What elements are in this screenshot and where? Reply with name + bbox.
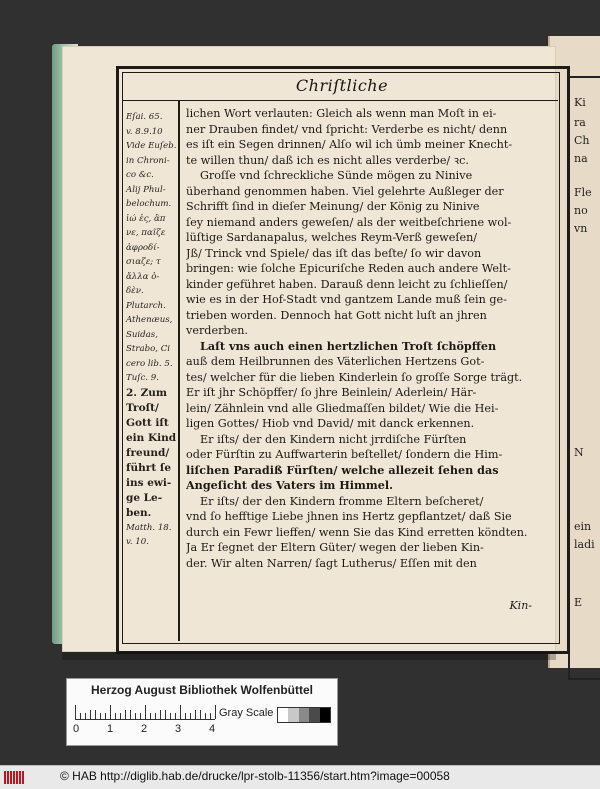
body-line: ſey niemand anders geweſen/ als der weitbeſchriene wol- xyxy=(186,215,512,229)
gray-scale-label: Gray Scale xyxy=(219,707,274,719)
next-page-frame xyxy=(568,76,600,680)
ruler-tick xyxy=(175,713,176,719)
margin-note-line: ἀφροδί- xyxy=(126,242,160,253)
body-line: wie es in der Hof-Stadt vnd gantzem Lande muß ſein ge- xyxy=(186,293,507,306)
ruler-tick xyxy=(75,705,76,719)
body-line: Laſt vns auch einen hertzlichen Troſt ſchöpffen xyxy=(200,338,497,353)
body-line: bringen: wie ſolche Epicuriſche Reden auch andere Welt- xyxy=(186,262,511,275)
body-line: kinder geführet haben. Darauß denn leicht zu ſchlieſſen/ xyxy=(186,277,508,291)
margin-note-line: Strabo, Ci xyxy=(126,344,171,354)
header-rule xyxy=(123,100,558,101)
ruler-tick xyxy=(210,713,211,719)
body-line: lichen Wort verlauten: Gleich als wenn man Moſt in ei- xyxy=(186,107,497,120)
margin-note-line: freund/ xyxy=(126,446,170,459)
margin-note-line: ge Le- xyxy=(126,491,163,504)
body-line: Groſſe vnd ſchreckliche Sünde mögen zu Ninive xyxy=(200,169,473,182)
body-line: der. Wir alten Narren/ ſagt Lutherus/ Eſſen mit den xyxy=(186,556,477,570)
ruler-tick xyxy=(135,713,136,719)
ruler-number: 1 xyxy=(107,723,114,735)
body-line: Er iſt jhr Schöpffer/ ſo jhre Beinlein/ Aderlein/ Här- xyxy=(186,386,477,399)
margin-note-line: Eſai. 65. xyxy=(126,112,163,122)
ruler-number: 2 xyxy=(141,723,148,735)
column-rule xyxy=(178,101,180,641)
body-line: ligen Gottes/ Hiob vnd David/ mit danck erkennen. xyxy=(186,417,475,430)
body-line: oder Fürſtin zu Auffwarterin beſtellet/ ſondern die Him- xyxy=(186,448,503,461)
ruler-tick xyxy=(100,713,101,719)
ruler-tick xyxy=(105,713,106,719)
ruler-number: 4 xyxy=(209,723,216,735)
margin-note-line: in Chroni- xyxy=(126,155,170,166)
body-line: es iſt ein Segen drinnen/ Alſo wil ich ümb meiner Knecht- xyxy=(186,138,513,151)
body-line: verderben. xyxy=(186,324,248,337)
body-line: Jß/ Trinck vnd Spiele/ das iſt das beſte/ ſo wir davon xyxy=(186,246,482,260)
body-line: trieben worden. Dennoch hat Gott nicht luſt an jhren xyxy=(186,308,487,322)
body-line: lüſtige Sardanapalus, welches Reym-Verß geweſen/ xyxy=(186,231,478,244)
next-page-fragment: no xyxy=(574,204,588,217)
ruler-tick xyxy=(115,713,116,719)
next-page-fragment: Ki xyxy=(574,96,586,109)
ruler-tick xyxy=(145,705,146,719)
margin-note-line: ἰώ ἐς, ἂπ xyxy=(126,213,166,224)
body-line: überhand genommen haben. Viel gelehrte Außleger der xyxy=(186,184,504,198)
margin-note-line: führt ſe xyxy=(126,461,172,474)
ruler-tick xyxy=(90,710,91,719)
margin-note-line: cero lib. 5. xyxy=(126,358,173,369)
library-title: Herzog August Bibliothek Wolfenbüttel xyxy=(91,683,313,697)
ruler-tick xyxy=(185,713,186,719)
body-line: Ja Er ſegnet der Eltern Güter/ wegen der lieben Kin- xyxy=(186,541,484,554)
body-line: Schrifft ſind in dieſer Meinung/ der König zu Ninive xyxy=(186,200,480,213)
body-line: auß dem Heilbrunnen des Väterlichen Hertzens Got- xyxy=(186,355,485,368)
gray-swatch xyxy=(288,708,298,722)
catchword: Kin- xyxy=(509,599,532,612)
body-line: te willen thun/ daß ich es nicht alles verderbe/ ꝛc. xyxy=(186,153,469,167)
next-page-fragment: N xyxy=(574,446,584,459)
ruler-number: 0 xyxy=(73,723,80,735)
gray-swatch xyxy=(320,708,330,722)
margin-note-line: δὲν. xyxy=(126,286,144,296)
ruler-number: 3 xyxy=(175,723,182,735)
margin-note-line: ins ewi- xyxy=(126,476,172,489)
margin-note-line: v. 8.9.10 xyxy=(126,126,163,137)
footer-bar xyxy=(0,765,600,789)
next-page-fragment: vn xyxy=(574,222,588,235)
body-line: tes/ welcher für die lieben Kinderlein ſo groſſe Sorge trägt. xyxy=(186,370,523,384)
body-line: Angeſicht des Vaters im Himmel. xyxy=(186,478,393,492)
hab-logo-icon xyxy=(4,771,24,784)
book-page xyxy=(62,46,556,652)
margin-note-line: 2. Zum xyxy=(126,386,168,399)
margin-note-line: Gott iſt xyxy=(126,416,169,429)
margin-note-line: Tuſc. 9. xyxy=(126,373,159,383)
body-line: durch ein Fewr lieffen/ wenn Sie das Kind erretten köndten. xyxy=(186,525,528,539)
margin-note-line: ben. xyxy=(126,506,152,519)
ruler-tick xyxy=(140,713,141,719)
body-line: Er iſts/ der den Kindern nicht jrrdiſche Fürſten xyxy=(200,432,467,446)
ruler-tick xyxy=(200,710,201,719)
margin-note-line: Troſt/ xyxy=(126,401,159,414)
ruler-tick xyxy=(150,713,151,719)
gray-swatch xyxy=(309,708,319,722)
next-page-fragment: Ch xyxy=(574,134,590,147)
next-page-fragment: na xyxy=(574,152,588,165)
gray-swatch xyxy=(299,708,309,722)
ruler-tick xyxy=(195,710,196,719)
ruler-tick xyxy=(130,710,131,719)
page-shadow xyxy=(62,652,556,660)
margin-note-line: σιαζε; τ xyxy=(126,257,161,267)
ruler-tick xyxy=(110,705,111,719)
ruler-tick xyxy=(170,713,171,719)
margin-note-line: Vide Euſeb. xyxy=(126,141,177,151)
gray-scale-bar xyxy=(277,707,331,723)
next-page-fragment: ladi xyxy=(574,538,595,551)
ruler-tick xyxy=(180,705,181,719)
ruler-tick xyxy=(95,710,96,719)
ruler-tick xyxy=(120,713,121,719)
body-line: liſchen Paradiß Fürſten/ welche allezeit ſehen das xyxy=(186,462,499,477)
ruler-tick xyxy=(190,713,191,719)
footer-copyright[interactable]: © HAB http://diglib.hab.de/drucke/lpr-stolb-11356/start.htm?image=00058 xyxy=(60,769,450,783)
margin-note-line: Alij Phul- xyxy=(126,184,166,195)
ruler-tick xyxy=(215,705,216,719)
ruler-tick xyxy=(205,713,206,719)
margin-notes xyxy=(126,110,178,550)
margin-note-line: Matth. 18. xyxy=(126,522,172,533)
ruler-tick xyxy=(165,710,166,719)
margin-note-line: ἄλλα ὁ- xyxy=(126,271,160,282)
body-line: Er iſts/ der den Kindern fromme Eltern beſcheret/ xyxy=(200,494,484,508)
margin-note-line: Athenæus, xyxy=(126,315,173,325)
body-line: vnd ſo hefftige Liebe jhnen ins Hertz gepflantzet/ daß Sie xyxy=(186,510,512,523)
ruler-tick xyxy=(125,710,126,719)
library-label xyxy=(66,678,338,746)
margin-note-line: belochum. xyxy=(126,199,172,209)
next-page-fragment: Fle xyxy=(574,186,592,199)
margin-note-line: ein Kind xyxy=(126,431,177,444)
margin-note-line: νε, παῖζε xyxy=(126,228,166,238)
body-line: lein/ Zähnlein vnd alle Gliedmaſſen bildet/ Wie die Hei- xyxy=(186,401,499,415)
next-page-fragment: E xyxy=(574,596,583,609)
ruler-tick xyxy=(80,713,81,719)
ruler xyxy=(75,703,215,720)
next-page-fragment: ein xyxy=(574,520,592,533)
body-line: ner Drauben findet/ vnd ſpricht: Verderbe es nicht/ denn xyxy=(186,122,508,136)
gray-swatch xyxy=(278,708,288,722)
margin-note-line: v. 10. xyxy=(126,537,149,547)
running-title: Chriſtliche xyxy=(295,76,389,95)
margin-note-line: Suidas, xyxy=(126,329,158,340)
margin-note-line: co &c. xyxy=(126,170,154,180)
ruler-tick xyxy=(85,713,86,719)
ruler-tick xyxy=(155,713,156,719)
body-text xyxy=(186,106,554,571)
next-page-fragment: ra xyxy=(574,116,586,129)
ruler-tick xyxy=(160,710,161,719)
margin-note-line: Plutarch. xyxy=(126,300,166,311)
